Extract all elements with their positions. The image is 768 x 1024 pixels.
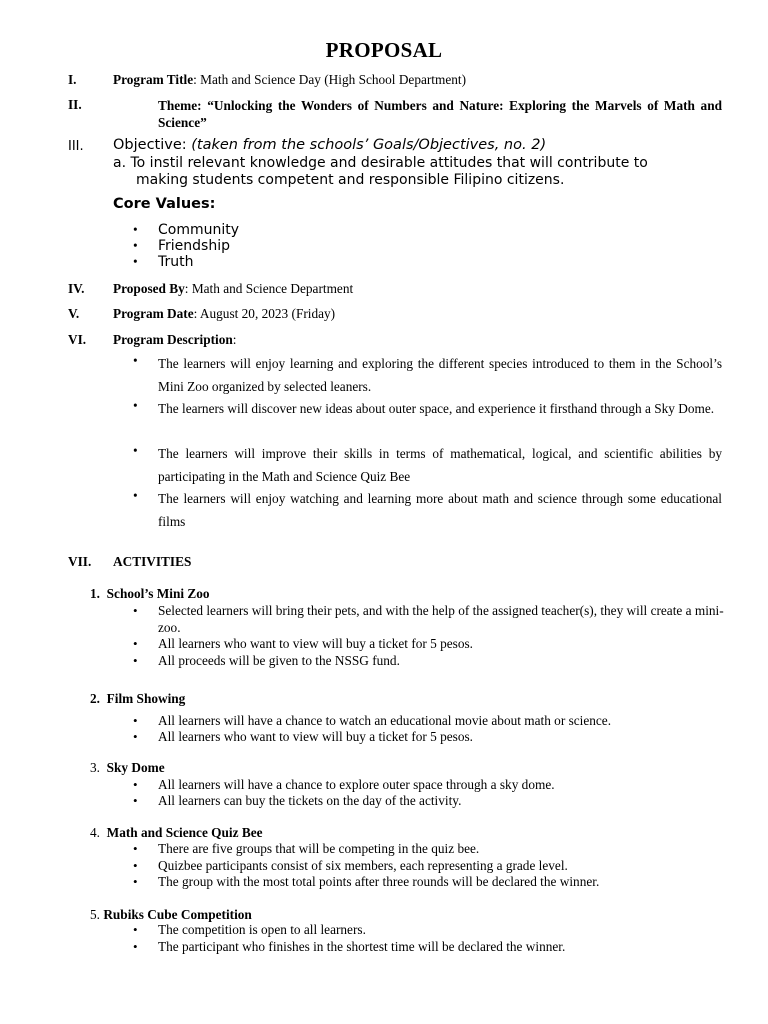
bullet-icon: •: [133, 222, 138, 237]
program-title-value: : Math and Science Day (High School Department): [193, 72, 467, 87]
proposed-by-label: Proposed By: [113, 281, 185, 296]
activity-title: School’s Mini Zoo: [106, 586, 210, 601]
activity-item: All learners who want to view will buy a ticket for 5 pesos.: [158, 636, 473, 651]
activities-heading: ACTIVITIES: [113, 554, 192, 569]
bullet-icon: •: [133, 653, 138, 668]
program-date-value: : August 20, 2023 (Friday): [193, 306, 336, 321]
activity-title: Sky Dome: [106, 760, 165, 775]
section-number-3: III.: [68, 139, 84, 154]
activity-number: 2.: [90, 691, 100, 706]
program-description-label: Program Description: [113, 332, 233, 347]
objective-item-line1: To instil relevant knowledge and desirable attitudes that will contribute to: [130, 155, 648, 171]
activity-heading-1: [90, 586, 210, 602]
activity-number: 3.: [90, 760, 100, 775]
bullet-icon: •: [133, 254, 138, 269]
activity-title: Film Showing: [106, 691, 186, 706]
objective-item-prefix: a.: [113, 155, 127, 171]
bullet-icon: •: [133, 858, 138, 873]
program-description-heading: [113, 332, 236, 348]
program-title-line: [113, 72, 466, 88]
description-item: The learners will enjoy learning and exploring the different species introduced to them in the School’s Mini Zoo organized by selected leaners.: [158, 356, 722, 394]
section-number-4: IV.: [68, 281, 85, 296]
program-date-line: [113, 306, 335, 322]
description-item: The learners will improve their skills in terms of mathematical, logical, and scientific abilities by participating in the Math and Science Quiz Bee: [158, 446, 722, 484]
activity-item: There are five groups that will be competing in the quiz bee.: [158, 841, 480, 856]
objective-item-line2: making students competent and responsible Filipino citizens.: [136, 172, 565, 188]
activity-heading-3: [90, 760, 165, 776]
section-number-1: I.: [68, 72, 77, 87]
description-item: The learners will discover new ideas about outer space, and experience it firsthand through a Sky Dome.: [158, 401, 715, 416]
bullet-icon: •: [133, 238, 138, 253]
activity-item: The group with the most total points after three rounds will be declared the winner.: [158, 874, 600, 889]
core-values-heading: Core Values:: [113, 196, 216, 212]
activity-heading-4: [90, 825, 263, 841]
activity-number: 5.: [90, 907, 100, 922]
bullet-icon: •: [133, 777, 138, 792]
activity-item: The competition is open to all learners.: [158, 922, 366, 937]
core-value-item: Friendship: [158, 238, 230, 254]
program-title-label: Program Title: [113, 72, 194, 87]
bullet-icon: •: [133, 603, 138, 618]
activity-heading-5: [90, 907, 252, 923]
activity-item: All learners who want to view will buy a ticket for 5 pesos.: [158, 729, 473, 744]
bullet-icon: •: [133, 841, 138, 856]
section-number-5: V.: [68, 306, 80, 321]
document-title: PROPOSAL: [325, 38, 443, 62]
objective-label: Objective: [113, 137, 182, 153]
bullet-icon: •: [133, 488, 138, 503]
activity-number: 1.: [90, 586, 100, 601]
section-number-7: VII.: [68, 554, 92, 569]
activity-heading-2: [90, 691, 185, 707]
activity-item: All learners can buy the tickets on the day of the activity.: [158, 793, 462, 808]
bullet-icon: •: [133, 874, 138, 889]
activity-title: Math and Science Quiz Bee: [106, 825, 263, 840]
bullet-icon: •: [133, 443, 138, 458]
activity-item: Selected learners will bring their pets, and with the help of the assigned teacher(s), they will create a mini-zoo.: [158, 603, 724, 635]
core-value-item: Truth: [158, 254, 194, 270]
activity-title: Rubiks Cube Competition: [103, 907, 252, 922]
theme-text: Theme: “Unlocking the Wonders of Numbers and Nature: Exploring the Marvels of Math and Science”: [158, 98, 722, 130]
proposed-by-value: : Math and Science Department: [184, 281, 354, 296]
bullet-icon: •: [133, 353, 138, 368]
objective-heading: Objective: (taken from the schools’ Goals/Objectives, no. 2): [113, 137, 547, 153]
bullet-icon: •: [133, 713, 138, 728]
activity-number: 4.: [90, 825, 100, 840]
activity-item: All proceeds will be given to the NSSG fund.: [158, 653, 400, 668]
bullet-icon: •: [133, 939, 138, 954]
core-value-item: Community: [158, 222, 240, 238]
proposed-by-line: [113, 281, 353, 297]
activity-item: Quizbee participants consist of six members, each representing a grade level.: [158, 858, 568, 873]
section-number-6: VI.: [68, 332, 87, 347]
bullet-icon: •: [133, 922, 138, 937]
program-description-colon: :: [232, 332, 237, 347]
activity-item: All learners will have a chance to explore outer space through a sky dome.: [158, 777, 555, 792]
section-number-2: II.: [68, 97, 82, 112]
activity-item: All learners will have a chance to watch an educational movie about math or science.: [158, 713, 612, 728]
program-date-label: Program Date: [113, 306, 194, 321]
objective-item: [113, 155, 723, 189]
objective-note: (taken from the schools’ Goals/Objectives, no. 2): [191, 137, 547, 153]
bullet-icon: •: [133, 793, 138, 808]
activity-item: The participant who finishes in the shortest time will be declared the winner.: [158, 939, 566, 954]
bullet-icon: •: [133, 729, 138, 744]
description-item: The learners will enjoy watching and learning more about math and science through some educational films: [158, 491, 722, 529]
bullet-icon: •: [133, 398, 138, 413]
bullet-icon: •: [133, 636, 138, 651]
